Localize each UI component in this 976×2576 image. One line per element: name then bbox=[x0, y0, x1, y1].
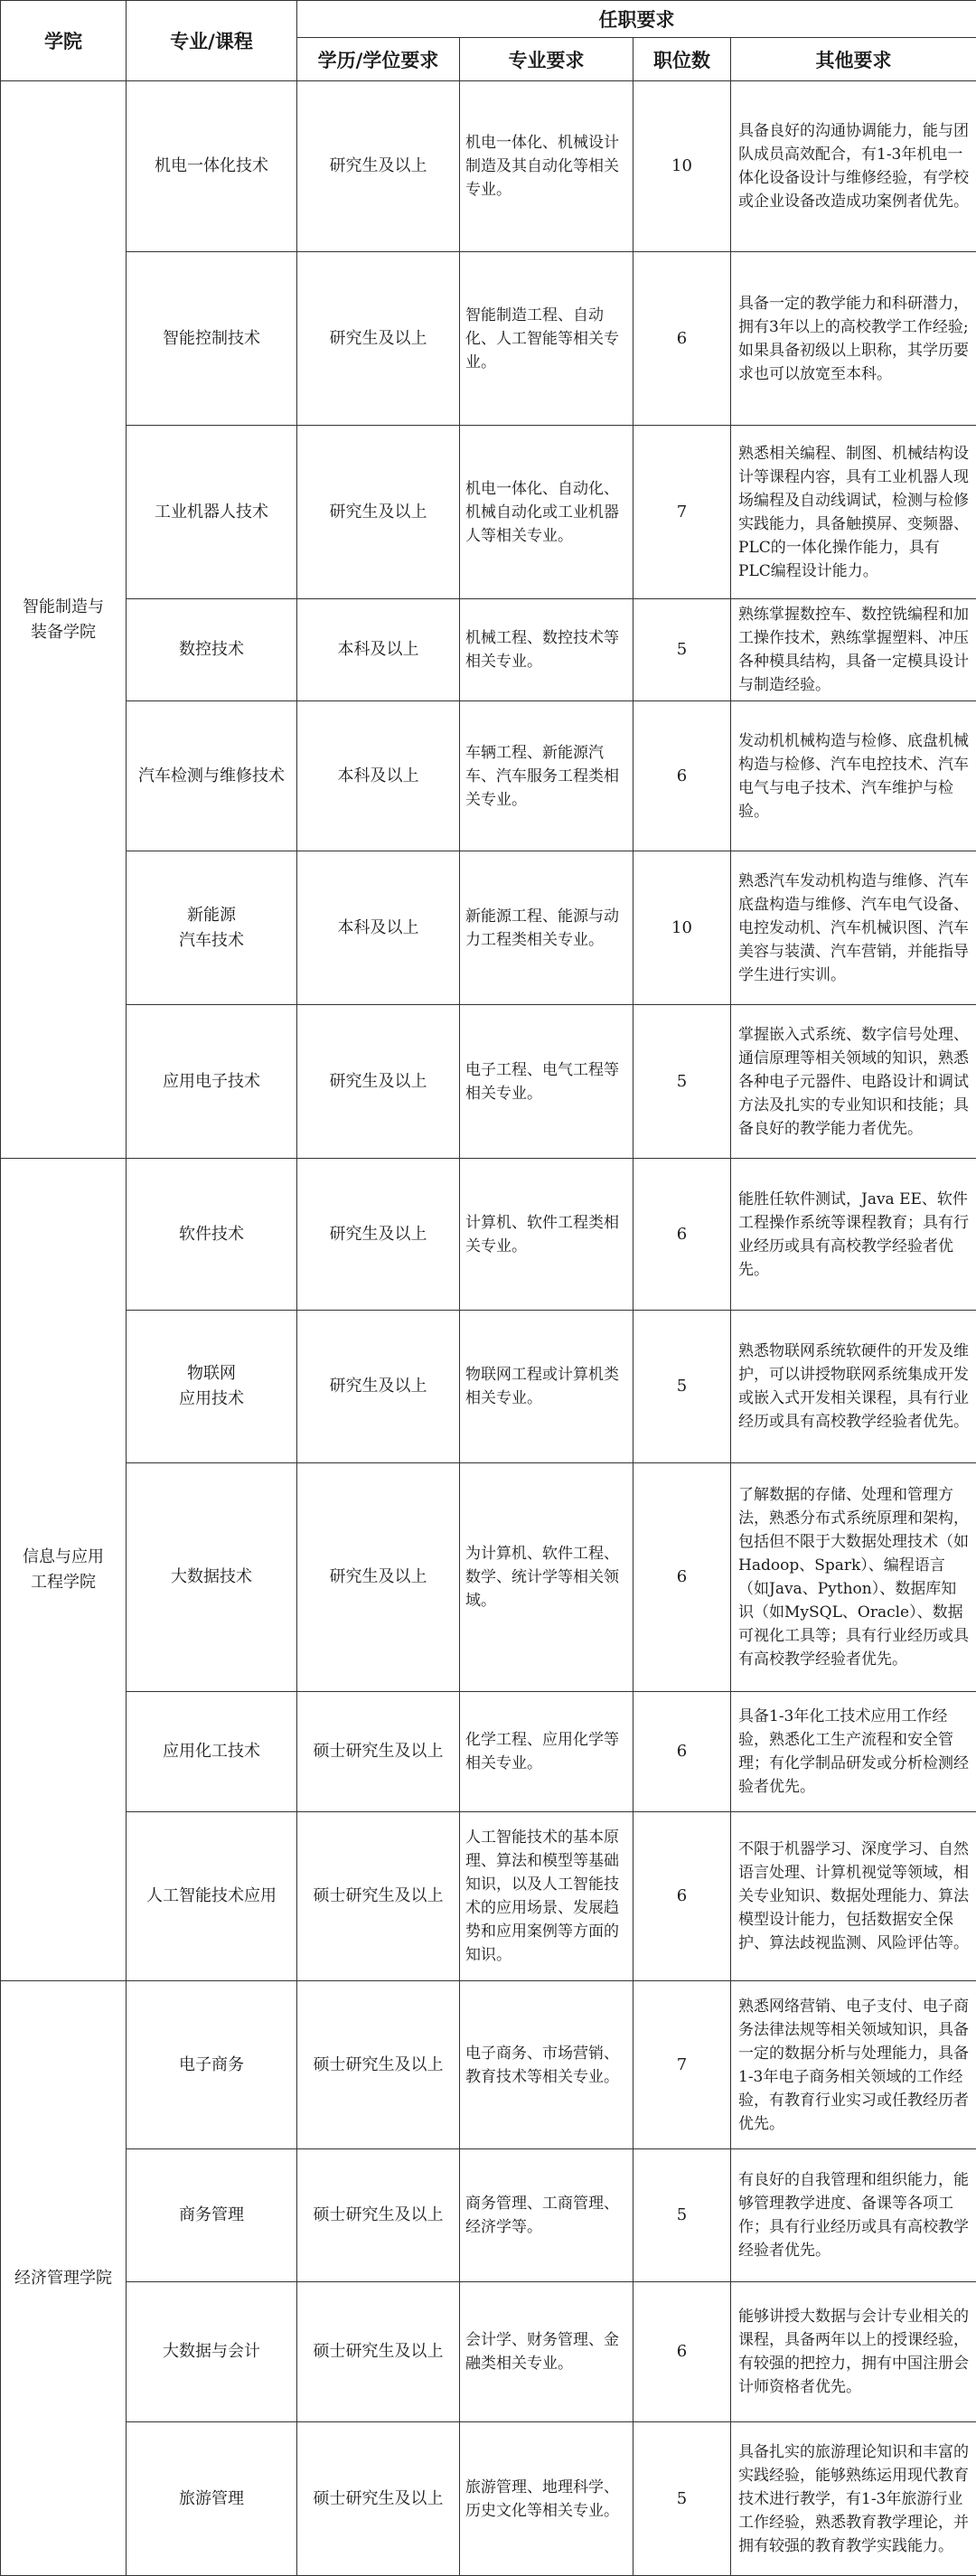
header-major: 专业/课程 bbox=[127, 1, 297, 81]
education-cell: 硕士研究生及以上 bbox=[297, 2282, 460, 2422]
count-cell: 6 bbox=[633, 701, 731, 851]
specialty-cell: 计算机、软件工程类相关专业。 bbox=[460, 1159, 633, 1311]
education-cell: 硕士研究生及以上 bbox=[297, 1692, 460, 1812]
count-cell: 6 bbox=[633, 1159, 731, 1311]
education-cell: 研究生及以上 bbox=[297, 252, 460, 426]
other-cell: 熟悉相关编程、制图、机械结构设计等课程内容，具有工业机器人现场编程及自动线调试，检测与检修实践能力，具备触摸屏、变频器、PLC的一体化操作能力，具有PLC编程设计能力。 bbox=[731, 426, 976, 599]
other-cell: 能胜任软件测试，Java EE、软件工程操作系统等课程教育；具有行业经历或具有高校教学经验者优先。 bbox=[731, 1159, 976, 1311]
education-cell: 研究生及以上 bbox=[297, 1005, 460, 1159]
specialty-cell: 人工智能技术的基本原理、算法和模型等基础知识，以及人工智能技术的应用场景、发展趋势和应用案例等方面的知识。 bbox=[460, 1812, 633, 1981]
other-cell: 具备扎实的旅游理论知识和丰富的实践经验，能够熟练运用现代教育技术进行教学，有1-3年旅游行业工作经验，熟悉教育教学理论，并拥有较强的教育教学实践能力。 bbox=[731, 2422, 976, 2576]
other-cell: 熟悉物联网系统软硬件的开发及维护，可以讲授物联网系统集成开发或嵌入式开发相关课程，具有行业经历或具有高校教学经验者优先。 bbox=[731, 1311, 976, 1463]
other-cell: 具备良好的沟通协调能力，能与团队成员高效配合，有1-3年机电一体化设备设计与维修经验，有学校或企业设备改造成功案例者优先。 bbox=[731, 81, 976, 252]
education-cell: 研究生及以上 bbox=[297, 1463, 460, 1692]
major-cell: 数控技术 bbox=[127, 599, 297, 701]
specialty-cell: 机电一体化、自动化、机械自动化或工业机器人等相关专业。 bbox=[460, 426, 633, 599]
header-specialty: 专业要求 bbox=[460, 38, 633, 81]
count-cell: 6 bbox=[633, 2282, 731, 2422]
specialty-cell: 电子工程、电气工程等相关专业。 bbox=[460, 1005, 633, 1159]
college-name: 智能制造与 装备学院 bbox=[1, 81, 127, 1159]
other-cell: 掌握嵌入式系统、数字信号处理、通信原理等相关领域的知识，熟悉各种电子元器件、电路设计和调试方法及扎实的专业知识和技能；具备良好的教学能力者优先。 bbox=[731, 1005, 976, 1159]
other-cell: 不限于机器学习、深度学习、自然语言处理、计算机视觉等领域，相关专业知识、数据处理能力、算法模型设计能力，包括数据安全保护、算法歧视监测、风险评估等。 bbox=[731, 1812, 976, 1981]
other-cell: 熟悉汽车发动机构造与维修、汽车底盘构造与维修、汽车电气设备、电控发动机、汽车机械识图、汽车美容与装潢、汽车营销，并能指导学生进行实训。 bbox=[731, 851, 976, 1005]
specialty-cell: 车辆工程、新能源汽车、汽车服务工程类相关专业。 bbox=[460, 701, 633, 851]
specialty-cell: 商务管理、工商管理、经济学等。 bbox=[460, 2149, 633, 2282]
table-row bbox=[1, 1463, 976, 1692]
count-cell: 6 bbox=[633, 1692, 731, 1812]
specialty-cell: 智能制造工程、自动化、人工智能等相关专业。 bbox=[460, 252, 633, 426]
specialty-cell: 为计算机、软件工程、数学、统计学等相关领域。 bbox=[460, 1463, 633, 1692]
major-cell: 应用电子技术 bbox=[127, 1005, 297, 1159]
count-cell: 7 bbox=[633, 1981, 731, 2149]
major-cell: 商务管理 bbox=[127, 2149, 297, 2282]
table-row bbox=[1, 701, 976, 851]
header-education: 学历/学位要求 bbox=[297, 38, 460, 81]
major-cell: 大数据与会计 bbox=[127, 2282, 297, 2422]
education-cell: 硕士研究生及以上 bbox=[297, 2149, 460, 2282]
education-cell: 研究生及以上 bbox=[297, 81, 460, 252]
specialty-cell: 化学工程、应用化学等相关专业。 bbox=[460, 1692, 633, 1812]
table-body bbox=[1, 81, 976, 2576]
specialty-cell: 会计学、财务管理、金融类相关专业。 bbox=[460, 2282, 633, 2422]
table-row bbox=[1, 1005, 976, 1159]
table-row bbox=[1, 426, 976, 599]
table-row bbox=[1, 2422, 976, 2576]
table-row bbox=[1, 252, 976, 426]
specialty-cell: 机械工程、数控技术等相关专业。 bbox=[460, 599, 633, 701]
table-row bbox=[1, 1159, 976, 1311]
specialty-cell: 电子商务、市场营销、教育技术等相关专业。 bbox=[460, 1981, 633, 2149]
table-row bbox=[1, 1692, 976, 1812]
major-cell: 旅游管理 bbox=[127, 2422, 297, 2576]
education-cell: 本科及以上 bbox=[297, 851, 460, 1005]
education-cell: 本科及以上 bbox=[297, 599, 460, 701]
table-row bbox=[1, 1812, 976, 1981]
education-cell: 研究生及以上 bbox=[297, 1159, 460, 1311]
table-row bbox=[1, 2282, 976, 2422]
table-row bbox=[1, 81, 976, 252]
major-cell: 软件技术 bbox=[127, 1159, 297, 1311]
table-row bbox=[1, 851, 976, 1005]
specialty-cell: 物联网工程或计算机类相关专业。 bbox=[460, 1311, 633, 1463]
specialty-cell: 新能源工程、能源与动力工程类相关专业。 bbox=[460, 851, 633, 1005]
other-cell: 发动机机械构造与检修、底盘机械构造与检修、汽车电控技术、汽车电气与电子技术、汽车维护与检验。 bbox=[731, 701, 976, 851]
count-cell: 5 bbox=[633, 2422, 731, 2576]
table-row bbox=[1, 1311, 976, 1463]
major-cell: 智能控制技术 bbox=[127, 252, 297, 426]
other-cell: 有良好的自我管理和组织能力，能够管理教学进度、备课等各项工作；具有行业经历或具有高校教学经验者优先。 bbox=[731, 2149, 976, 2282]
header-requirements: 任职要求 bbox=[297, 1, 976, 38]
count-cell: 10 bbox=[633, 851, 731, 1005]
count-cell: 5 bbox=[633, 1005, 731, 1159]
major-cell: 工业机器人技术 bbox=[127, 426, 297, 599]
specialty-cell: 机电一体化、机械设计制造及其自动化等相关专业。 bbox=[460, 81, 633, 252]
specialty-cell: 旅游管理、地理科学、历史文化等相关专业。 bbox=[460, 2422, 633, 2576]
education-cell: 硕士研究生及以上 bbox=[297, 1981, 460, 2149]
education-cell: 研究生及以上 bbox=[297, 426, 460, 599]
count-cell: 6 bbox=[633, 1463, 731, 1692]
college-name: 信息与应用 工程学院 bbox=[1, 1159, 127, 1981]
count-cell: 5 bbox=[633, 2149, 731, 2282]
table-row bbox=[1, 2149, 976, 2282]
major-cell: 人工智能技术应用 bbox=[127, 1812, 297, 1981]
header-count: 职位数 bbox=[633, 38, 731, 81]
count-cell: 7 bbox=[633, 426, 731, 599]
other-cell: 具备一定的教学能力和科研潜力，拥有3年以上的高校教学工作经验;如果具备初级以上职称，其学历要求也可以放宽至本科。 bbox=[731, 252, 976, 426]
table-row bbox=[1, 1981, 976, 2149]
count-cell: 6 bbox=[633, 1812, 731, 1981]
major-cell: 电子商务 bbox=[127, 1981, 297, 2149]
major-cell: 应用化工技术 bbox=[127, 1692, 297, 1812]
other-cell: 熟悉网络营销、电子支付、电子商务法律法规等相关领域知识，具备一定的数据分析与处理能力，具备1-3年电子商务相关领域的工作经验，有教育行业实习或任教经历者优先。 bbox=[731, 1981, 976, 2149]
other-cell: 能够讲授大数据与会计专业相关的课程，具备两年以上的授课经验，有较强的把控力，拥有中国注册会计师资格者优先。 bbox=[731, 2282, 976, 2422]
header-other: 其他要求 bbox=[731, 38, 976, 81]
header-row-1 bbox=[1, 1, 976, 38]
major-cell: 大数据技术 bbox=[127, 1463, 297, 1692]
education-cell: 研究生及以上 bbox=[297, 1311, 460, 1463]
other-cell: 熟练掌握数控车、数控铣编程和加工操作技术，熟练掌握塑料、冲压各种模具结构，具备一定模具设计与制造经验。 bbox=[731, 599, 976, 701]
other-cell: 了解数据的存储、处理和管理方法，熟悉分布式系统原理和架构，包括但不限于大数据处理技术（如Hadoop、Spark）、编程语言（如Java、Python）、数据库知识（如MySQL、Oracle）、数据可视化工具等；具有行业经历或具有高校教学经验者优先。 bbox=[731, 1463, 976, 1692]
table-row bbox=[1, 599, 976, 701]
education-cell: 硕士研究生及以上 bbox=[297, 1812, 460, 1981]
other-cell: 具备1-3年化工技术应用工作经验，熟悉化工生产流程和安全管理；有化学制品研发或分析检测经验者优先。 bbox=[731, 1692, 976, 1812]
major-cell: 物联网 应用技术 bbox=[127, 1311, 297, 1463]
education-cell: 本科及以上 bbox=[297, 701, 460, 851]
major-cell: 机电一体化技术 bbox=[127, 81, 297, 252]
education-cell: 硕士研究生及以上 bbox=[297, 2422, 460, 2576]
count-cell: 5 bbox=[633, 599, 731, 701]
college-name: 经济管理学院 bbox=[1, 1981, 127, 2576]
count-cell: 6 bbox=[633, 252, 731, 426]
major-cell: 新能源 汽车技术 bbox=[127, 851, 297, 1005]
header-college: 学院 bbox=[1, 1, 127, 81]
count-cell: 5 bbox=[633, 1311, 731, 1463]
count-cell: 10 bbox=[633, 81, 731, 252]
major-cell: 汽车检测与维修技术 bbox=[127, 701, 297, 851]
